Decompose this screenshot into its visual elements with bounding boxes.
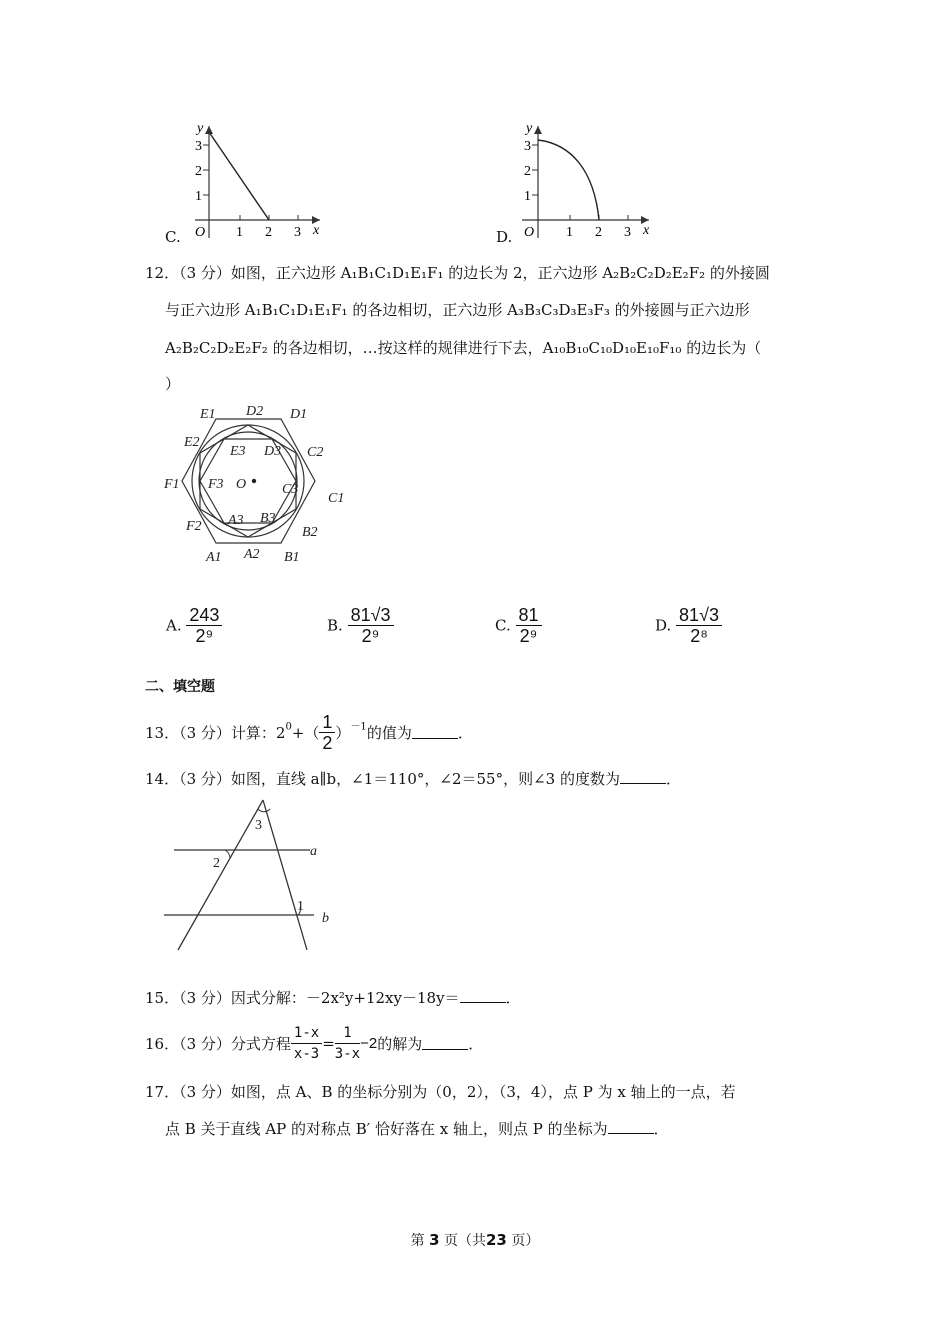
tick-x-1: 1	[566, 225, 573, 240]
page-footer: 第 3 页（共23 页）	[410, 1231, 540, 1249]
x-axis-label: x	[643, 223, 650, 238]
q13: 13．（3 分）计算：$2^0+$（ $\frac{1}{2}$ ）$^{-1}$的值为 ．	[145, 712, 473, 753]
hexagon-figure	[158, 398, 358, 570]
q16: 16．（3 分）分式方程 $\frac{1-x}{x-3}$ = $\frac{1}{3-x}$ −2的解为 ．	[145, 1025, 484, 1062]
svg-text:C2: C2	[307, 445, 324, 460]
origin-label: O	[195, 225, 206, 240]
svg-text:D1: D1	[290, 407, 308, 422]
tick-y-3: 3	[524, 139, 531, 154]
option-c-label: C.	[165, 228, 181, 246]
tick-y-3: 3	[195, 139, 202, 154]
svg-text:b: b	[322, 911, 329, 926]
svg-text:A2: A2	[244, 547, 260, 562]
svg-text:C1: C1	[328, 491, 345, 506]
q12-option-a: A. $\frac{243}{\text{2⁹}}$	[166, 605, 222, 646]
tick-y-1: 1	[524, 189, 531, 204]
x-axis-label: x	[313, 223, 320, 238]
svg-text:D3: D3	[264, 444, 282, 459]
transversal-left	[178, 800, 263, 950]
svg-text:1: 1	[297, 899, 304, 914]
origin-label: O	[524, 225, 535, 240]
q17-line1: 17．（3 分）如图，点 A、B 的坐标分别为（0，2），（3，4），点 P 为 x 轴上的一点，若	[145, 1083, 736, 1101]
q12-option-b: B. $\frac{81√3}{\text{2⁹}}$	[327, 605, 394, 646]
section-title: 二、填空题	[145, 679, 215, 695]
q12-line4: ）	[165, 375, 181, 393]
tick-x-3: 3	[624, 225, 631, 240]
graph-option-c	[185, 118, 330, 243]
q12-option-c: C. $\frac{81}{\text{2⁹}}$	[495, 605, 542, 646]
hexagon-1	[182, 419, 315, 543]
tick-x-2: 2	[265, 225, 272, 240]
svg-text:B2: B2	[302, 525, 318, 540]
q12-line1: 12．（3 分）如图，正六边形 A₁B₁C₁D₁E₁F₁ 的边长为 2，正六边形 A₂B₂C₂D₂E₂F₂ 的外接圆	[145, 264, 770, 282]
tick-x-1: 1	[236, 225, 243, 240]
svg-text:B3: B3	[260, 511, 276, 526]
svg-text:E2: E2	[184, 435, 200, 450]
svg-text:B1: B1	[284, 550, 300, 565]
q15: 15．（3 分）因式分解：－2x²y+12xy－18y＝ ．	[145, 989, 521, 1007]
svg-text:E1: E1	[200, 407, 216, 422]
tick-y-1: 1	[195, 189, 202, 204]
y-axis-label: y	[197, 121, 204, 136]
q12-line3: A₂B₂C₂D₂E₂F₂ 的各边相切，…按这样的规律进行下去，A₁₀B₁₀C₁₀D₁₀E₁₀F₁₀ 的边长为（	[165, 339, 762, 357]
tick-x-3: 3	[294, 225, 301, 240]
svg-text:a: a	[310, 844, 317, 859]
q12-option-d: D. $\frac{81√3}{\text{2⁸}}$	[655, 605, 722, 646]
svg-text:F3: F3	[208, 477, 224, 492]
q12-line2: 与正六边形 A₁B₁C₁D₁E₁F₁ 的各边相切，正六边形 A₃B₃C₃D₃E₃F₃ 的外接圆与正六边形	[165, 301, 750, 319]
svg-text:D2: D2	[246, 404, 264, 419]
svg-text:2: 2	[213, 856, 220, 871]
graph-option-d	[516, 118, 661, 243]
svg-text:A1: A1	[206, 550, 222, 565]
tick-y-2: 2	[524, 164, 531, 179]
q17-line2: 点 B 关于直线 AP 的对称点 B′ 恰好落在 x 轴上，则点 P 的坐标为 ．	[165, 1120, 669, 1138]
transversal-right	[263, 800, 307, 950]
parallel-lines-figure	[160, 795, 340, 955]
svg-text:3: 3	[255, 818, 262, 833]
svg-text:F1: F1	[164, 477, 180, 492]
tick-x-2: 2	[595, 225, 602, 240]
svg-text:C3: C3	[282, 482, 299, 497]
option-d-label: D.	[496, 228, 513, 246]
svg-text:A3: A3	[228, 513, 244, 528]
q14: 14．（3 分）如图，直线 a∥b，∠1＝110°，∠2＝55°，则∠3 的度数为 ．	[145, 770, 681, 788]
tick-y-2: 2	[195, 164, 202, 179]
svg-text:F2: F2	[186, 519, 202, 534]
svg-text:E3: E3	[230, 444, 246, 459]
svg-text:O: O	[236, 477, 247, 492]
y-axis-label: y	[526, 121, 533, 136]
